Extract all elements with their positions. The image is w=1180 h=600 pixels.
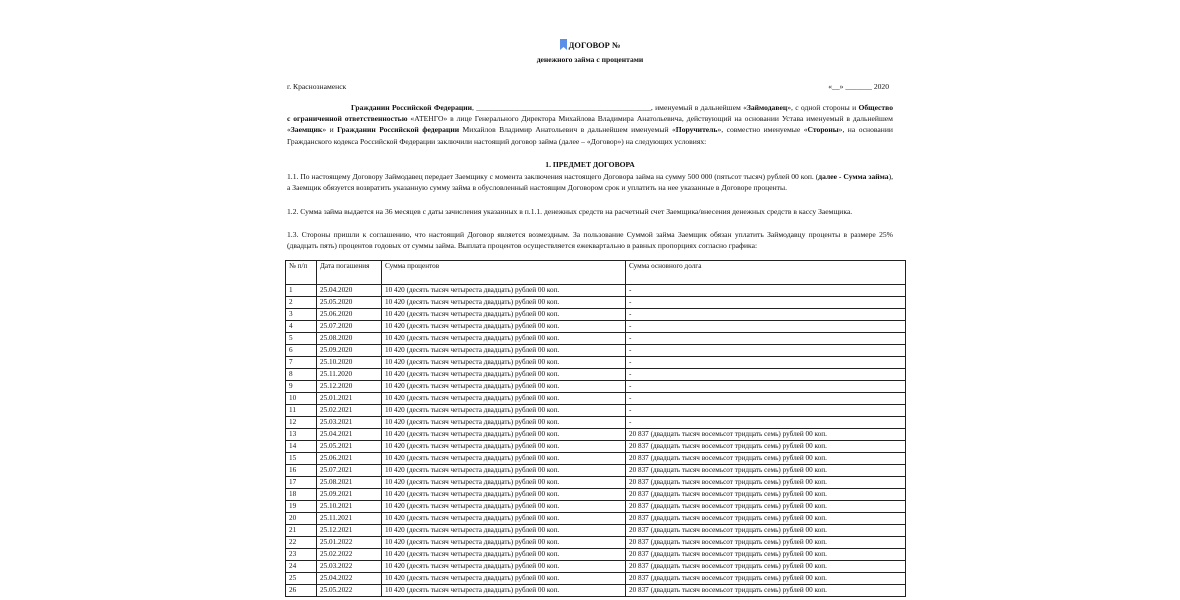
bookmark-icon[interactable] — [560, 39, 567, 50]
payment-date: 25.06.2021 — [317, 453, 382, 465]
row-number: 21 — [286, 525, 317, 537]
payment-date: 25.10.2021 — [317, 501, 382, 513]
row-number: 5 — [286, 333, 317, 345]
principal-amount: 20 837 (двадцать тысяч восемьсот тридцать семь) рублей 00 коп. — [626, 525, 906, 537]
bold-run: Займодавец — [746, 103, 788, 112]
header-number: № п/п — [286, 261, 317, 285]
payment-schedule-table — [285, 260, 906, 597]
row-number: 1 — [286, 285, 317, 297]
principal-amount: 20 837 (двадцать тысяч восемьсот тридцать семь) рублей 00 коп. — [626, 477, 906, 489]
principal-amount: 20 837 (двадцать тысяч восемьсот тридцать семь) рублей 00 коп. — [626, 465, 906, 477]
interest-amount: 10 420 (десять тысяч четыреста двадцать) рублей 00 коп. — [382, 345, 626, 357]
interest-amount: 10 420 (десять тысяч четыреста двадцать) рублей 00 коп. — [382, 285, 626, 297]
text-run: » и — [322, 125, 338, 135]
interest-amount: 10 420 (десять тысяч четыреста двадцать) рублей 00 коп. — [382, 525, 626, 537]
payment-date: 25.02.2021 — [317, 405, 382, 417]
table-row — [286, 441, 906, 453]
interest-amount: 10 420 (десять тысяч четыреста двадцать) рублей 00 коп. — [382, 309, 626, 321]
interest-amount: 10 420 (десять тысяч четыреста двадцать) рублей 00 коп. — [382, 453, 626, 465]
interest-amount: 10 420 (десять тысяч четыреста двадцать) рублей 00 коп. — [382, 321, 626, 333]
payment-date: 25.09.2021 — [317, 489, 382, 501]
principal-amount: - — [626, 321, 906, 333]
principal-amount: 20 837 (двадцать тысяч восемьсот тридцать семь) рублей 00 коп. — [626, 489, 906, 501]
text-run: », совместно именуемые « — [717, 125, 808, 135]
table-row — [286, 561, 906, 573]
bold-run: Стороны — [807, 125, 839, 135]
bold-run: Общество с ограниченной ответственностью — [287, 103, 893, 124]
text-run: , ______________________________________________, именуемый в дальнейшем « — [472, 103, 747, 112]
row-number: 20 — [286, 513, 317, 525]
payment-date: 25.11.2020 — [317, 369, 382, 381]
table-row — [286, 465, 906, 477]
interest-amount: 10 420 (десять тысяч четыреста двадцать) рублей 00 коп. — [382, 585, 626, 597]
interest-amount: 10 420 (десять тысяч четыреста двадцать) рублей 00 коп. — [382, 573, 626, 585]
interest-amount: 10 420 (десять тысяч четыреста двадцать) рублей 00 коп. — [382, 549, 626, 561]
text-run: », на основании Гражданского кодекса Российской Федерации заключили настоящий договор займа (далее – «Договор») на следующих условиях: — [287, 125, 893, 146]
table-row — [286, 369, 906, 381]
table-row — [286, 453, 906, 465]
text-run: 1.1. По настоящему Договору Займодавец передает Заемщику с момента заключения настоящего Договора займа на сумму 500 000 (пятьсот тысяч) рублей 00 коп. ( — [287, 172, 819, 181]
payment-date: 25.02.2022 — [317, 549, 382, 561]
row-number: 17 — [286, 477, 317, 489]
payment-date: 25.06.2020 — [317, 309, 382, 321]
contract-place: г. Краснознаменск — [287, 82, 347, 91]
payment-date: 25.09.2020 — [317, 345, 382, 357]
interest-amount: 10 420 (десять тысяч четыреста двадцать) рублей 00 коп. — [382, 513, 626, 525]
table-row — [286, 285, 906, 297]
text-run: », с одной стороны и — [787, 103, 859, 112]
row-number: 15 — [286, 453, 317, 465]
payment-date: 25.08.2021 — [317, 477, 382, 489]
payment-date: 25.04.2022 — [317, 573, 382, 585]
clause-1-3: 1.3. Стороны пришли к соглашению, что настоящий Договор является возмездным. За пользование Суммой займа Заемщик обязан уплатить Займодавцу проценты в размере 25% (двадцать пять) процентов годовых от суммы займа. Выплата процентов осуществляется ежеквартально в равных пропорциях согласно графика: — [287, 230, 893, 251]
table-header-row — [286, 261, 906, 285]
interest-amount: 10 420 (десять тысяч четыреста двадцать) рублей 00 коп. — [382, 369, 626, 381]
interest-amount: 10 420 (десять тысяч четыреста двадцать) рублей 00 коп. — [382, 297, 626, 309]
interest-amount: 10 420 (десять тысяч четыреста двадцать) рублей 00 коп. — [382, 537, 626, 549]
header-interest: Сумма процентов — [382, 261, 626, 285]
payment-date: 25.01.2022 — [317, 537, 382, 549]
payment-date: 25.04.2021 — [317, 429, 382, 441]
payment-date: 25.04.2020 — [317, 285, 382, 297]
row-number: 7 — [286, 357, 317, 369]
payment-date: 25.12.2020 — [317, 381, 382, 393]
table-row — [286, 393, 906, 405]
principal-amount: 20 837 (двадцать тысяч восемьсот тридцать семь) рублей 00 коп. — [626, 561, 906, 573]
principal-amount: - — [626, 393, 906, 405]
table-row — [286, 573, 906, 585]
document-subtitle: денежного займа с процентами — [536, 55, 644, 64]
payment-date: 25.05.2022 — [317, 585, 382, 597]
payment-date: 25.11.2021 — [317, 513, 382, 525]
bold-run: Поручитель — [675, 125, 718, 135]
interest-amount: 10 420 (десять тысяч четыреста двадцать) рублей 00 коп. — [382, 405, 626, 417]
payment-date: 25.03.2022 — [317, 561, 382, 573]
interest-amount: 10 420 (десять тысяч четыреста двадцать) рублей 00 коп. — [382, 381, 626, 393]
table-row — [286, 549, 906, 561]
principal-amount: - — [626, 309, 906, 321]
document-title-row — [0, 39, 1180, 52]
principal-amount: 20 837 (двадцать тысяч восемьсот тридцать семь) рублей 00 коп. — [626, 537, 906, 549]
principal-amount: - — [626, 333, 906, 345]
row-number: 8 — [286, 369, 317, 381]
principal-amount: - — [626, 357, 906, 369]
row-number: 12 — [286, 417, 317, 429]
interest-amount: 10 420 (десять тысяч четыреста двадцать) рублей 00 коп. — [382, 417, 626, 429]
payment-date: 25.03.2021 — [317, 417, 382, 429]
principal-amount: - — [626, 345, 906, 357]
principal-amount: 20 837 (двадцать тысяч восемьсот тридцать семь) рублей 00 коп. — [626, 573, 906, 585]
section-1-heading: 1. ПРЕДМЕТ ДОГОВОРА — [545, 160, 635, 169]
interest-amount: 10 420 (десять тысяч четыреста двадцать) рублей 00 коп. — [382, 477, 626, 489]
interest-amount: 10 420 (десять тысяч четыреста двадцать) рублей 00 коп. — [382, 489, 626, 501]
principal-amount: 20 837 (двадцать тысяч восемьсот тридцать семь) рублей 00 коп. — [626, 429, 906, 441]
clause-1-1 — [287, 171, 893, 193]
principal-amount: - — [626, 297, 906, 309]
row-number: 19 — [286, 501, 317, 513]
table-row — [286, 321, 906, 333]
payment-date: 25.05.2020 — [317, 297, 382, 309]
principal-amount: 20 837 (двадцать тысяч восемьсот тридцать семь) рублей 00 коп. — [626, 549, 906, 561]
row-number: 26 — [286, 585, 317, 597]
interest-amount: 10 420 (десять тысяч четыреста двадцать) рублей 00 коп. — [382, 357, 626, 369]
row-number: 14 — [286, 441, 317, 453]
table-row — [286, 381, 906, 393]
payment-date: 25.07.2020 — [317, 321, 382, 333]
row-number: 9 — [286, 381, 317, 393]
bold-run: Гражданин Российской федерации — [337, 125, 460, 135]
interest-amount: 10 420 (десять тысяч четыреста двадцать) рублей 00 коп. — [382, 429, 626, 441]
table-row — [286, 417, 906, 429]
table-row — [286, 585, 906, 597]
bold-run: Гражданин Российской Федерации — [351, 103, 472, 112]
principal-amount: - — [626, 369, 906, 381]
clause-1-2: 1.2. Сумма займа выдается на 36 месяцев с даты зачисления указанных в п.1.1. денежных средств на расчетный счет Заемщика/внесения денежных средств в кассу Заемщика. — [287, 207, 853, 216]
principal-amount: - — [626, 285, 906, 297]
row-number: 10 — [286, 393, 317, 405]
principal-amount: 20 837 (двадцать тысяч восемьсот тридцать семь) рублей 00 коп. — [626, 453, 906, 465]
principal-amount: 20 837 (двадцать тысяч восемьсот тридцать семь) рублей 00 коп. — [626, 441, 906, 453]
table-row — [286, 297, 906, 309]
principal-amount: - — [626, 381, 906, 393]
interest-amount: 10 420 (десять тысяч четыреста двадцать) рублей 00 коп. — [382, 561, 626, 573]
bold-run: далее - Сумма займа — [818, 172, 889, 181]
payment-date: 25.05.2021 — [317, 441, 382, 453]
row-number: 23 — [286, 549, 317, 561]
payment-date: 25.12.2021 — [317, 525, 382, 537]
row-number: 2 — [286, 297, 317, 309]
row-number: 18 — [286, 489, 317, 501]
payment-date: 25.10.2020 — [317, 357, 382, 369]
principal-amount: - — [626, 417, 906, 429]
table-row — [286, 345, 906, 357]
row-number: 3 — [286, 309, 317, 321]
interest-amount: 10 420 (десять тысяч четыреста двадцать) рублей 00 коп. — [382, 501, 626, 513]
table-row — [286, 525, 906, 537]
table-row — [286, 477, 906, 489]
row-number: 25 — [286, 573, 317, 585]
bold-run: Заемщик — [290, 125, 323, 135]
row-number: 22 — [286, 537, 317, 549]
interest-amount: 10 420 (десять тысяч четыреста двадцать) рублей 00 коп. — [382, 393, 626, 405]
row-number: 24 — [286, 561, 317, 573]
table-row — [286, 537, 906, 549]
table-row — [286, 357, 906, 369]
principal-amount: - — [626, 405, 906, 417]
row-number: 13 — [286, 429, 317, 441]
table-row — [286, 429, 906, 441]
contract-date: «__» _______ 2020 — [828, 82, 889, 91]
header-principal: Сумма основного долга — [626, 261, 906, 285]
header-date: Дата погашения — [317, 261, 382, 285]
intro-paragraph — [287, 102, 893, 147]
text-run: ), а Заемщик обязуется возвратить указанную сумму займа в обусловленный настоящим Договором срок и уплатить на нее указанные в Договоре проценты. — [287, 172, 893, 193]
table-row — [286, 309, 906, 321]
interest-amount: 10 420 (десять тысяч четыреста двадцать) рублей 00 коп. — [382, 333, 626, 345]
principal-amount: 20 837 (двадцать тысяч восемьсот тридцать семь) рублей 00 коп. — [626, 585, 906, 597]
text-run: «АТЕНГО» в лице Генерального Директора Михайлова Владимира Анатольевича, действующий на основании Устава именуемый в дальнейшем « — [287, 114, 893, 135]
table-row — [286, 513, 906, 525]
table-row — [286, 333, 906, 345]
principal-amount: 20 837 (двадцать тысяч восемьсот тридцать семь) рублей 00 коп. — [626, 513, 906, 525]
interest-amount: 10 420 (десять тысяч четыреста двадцать) рублей 00 коп. — [382, 465, 626, 477]
payment-date: 25.01.2021 — [317, 393, 382, 405]
row-number: 11 — [286, 405, 317, 417]
row-number: 6 — [286, 345, 317, 357]
table-row — [286, 489, 906, 501]
payment-date: 25.07.2021 — [317, 465, 382, 477]
text-run: Михайлов Владимир Анатольевич в дальнейшем именуемый « — [459, 125, 676, 135]
row-number: 16 — [286, 465, 317, 477]
document-title: ДОГОВОР № — [568, 41, 621, 50]
interest-amount: 10 420 (десять тысяч четыреста двадцать) рублей 00 коп. — [382, 441, 626, 453]
table-row — [286, 405, 906, 417]
table-row — [286, 501, 906, 513]
row-number: 4 — [286, 321, 317, 333]
principal-amount: 20 837 (двадцать тысяч восемьсот тридцать семь) рублей 00 коп. — [626, 501, 906, 513]
payment-date: 25.08.2020 — [317, 333, 382, 345]
